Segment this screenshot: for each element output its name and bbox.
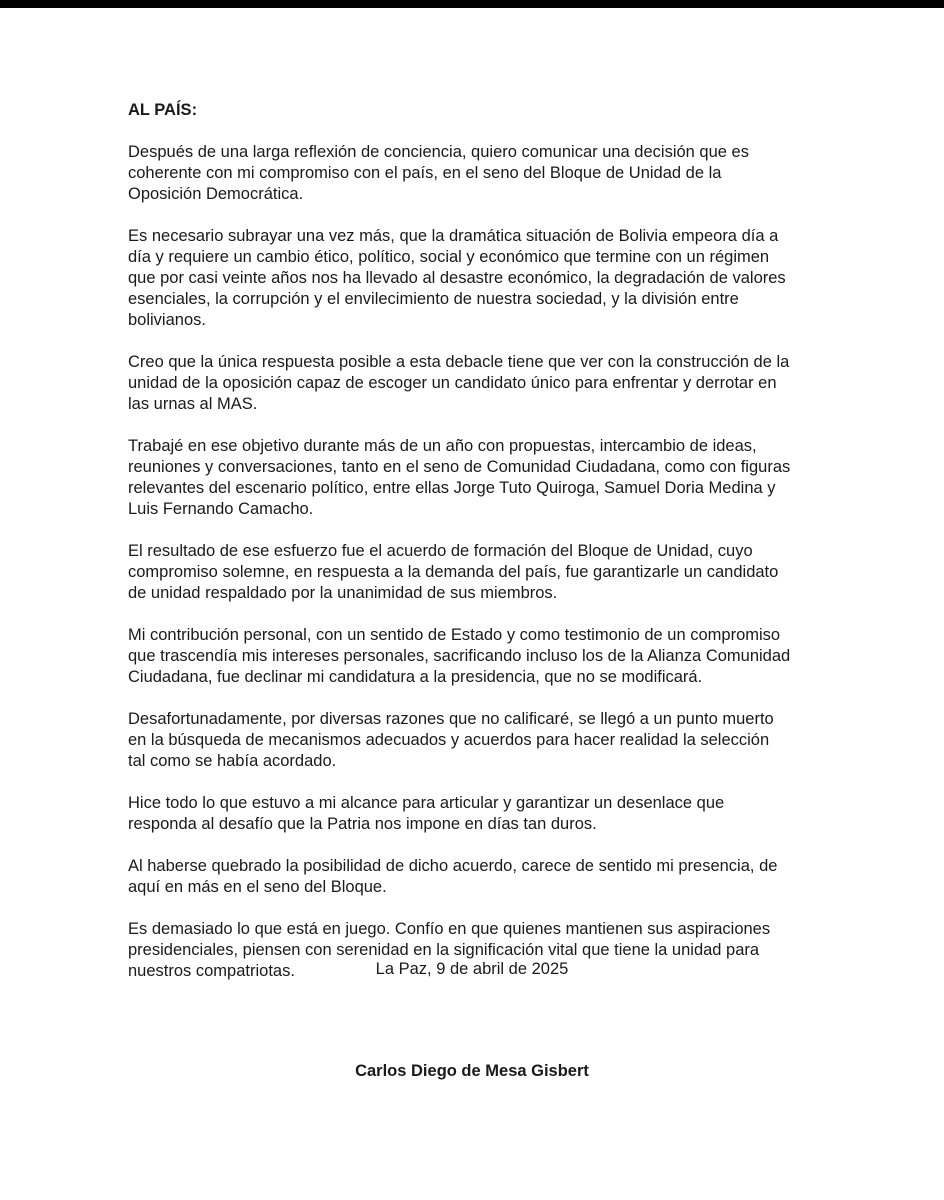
paragraph-10: Es demasiado lo que está en juego. Confío en que quienes mantienen sus aspiraciones presidenciales, piensen con serenidad en la significación vital que tiene la unidad para nuestros compatriotas.	[128, 920, 771, 980]
paragraph-1: Después de una larga reflexión de conciencia, quiero comunicar una decisión que es coherente con mi compromiso con el país, en el seno del Bloque de Unidad de la Oposición Democrática.	[128, 143, 749, 203]
letter-heading: AL PAÍS:	[128, 101, 198, 119]
letter-body	[128, 100, 828, 1003]
top-border-bar	[0, 0, 944, 8]
paragraph-5: El resultado de ese esfuerzo fue el acuerdo de formación del Bloque de Unidad, cuyo compromiso solemne, en respuesta a la demanda del país, fue garantizarle un candidato de unidad respaldado por la unanimidad de sus miembros.	[128, 542, 779, 602]
paragraph-6: Mi contribución personal, con un sentido de Estado y como testimonio de un compromiso que trascendía mis intereses personales, sacrificando incluso los de la Alianza Comunidad Ciudadana, fue declinar mi candidatura a la presidencia, que no se modificará.	[128, 626, 791, 686]
paragraph-4: Trabajé en ese objetivo durante más de un año con propuestas, intercambio de ideas, reuniones y conversaciones, tanto en el seno de Comunidad Ciudadana, como con figuras relevantes del escenario político, entre ellas Jorge Tuto Quiroga, Samuel Doria Medina y Luis Fernando Camacho.	[128, 437, 791, 518]
paragraph-2: Es necesario subrayar una vez más, que la dramática situación de Bolivia empeora día a día y requiere un cambio ético, político, social y económico que termine con un régimen que por casi veinte años nos ha llevado al desastre económico, la degradación de valores esenciales, la corrupción y el envilecimiento de nuestra sociedad, y la división entre bolivianos.	[128, 227, 786, 329]
paragraph-3: Creo que la única respuesta posible a esta debacle tiene que ver con la construcción de la unidad de la oposición capaz de escoger un candidato único para enfrentar y derrotar en las urnas al MAS.	[128, 353, 790, 413]
date-line: La Paz, 9 de abril de 2025	[375, 960, 569, 978]
paragraph-9: Al haberse quebrado la posibilidad de dicho acuerdo, carece de sentido mi presencia, de aquí en más en el seno del Bloque.	[128, 857, 778, 896]
paragraph-7: Desafortunadamente, por diversas razones que no calificaré, se llegó a un punto muerto en la búsqueda de mecanismos adecuados y acuerdos para hacer realidad la selección tal como se había acordado.	[128, 710, 774, 770]
letter-page	[0, 8, 944, 1200]
paragraph-8: Hice todo lo que estuvo a mi alcance para articular y garantizar un desenlace que responda al desafío que la Patria nos impone en días tan duros.	[128, 794, 725, 833]
signature-name: Carlos Diego de Mesa Gisbert	[355, 1062, 589, 1080]
